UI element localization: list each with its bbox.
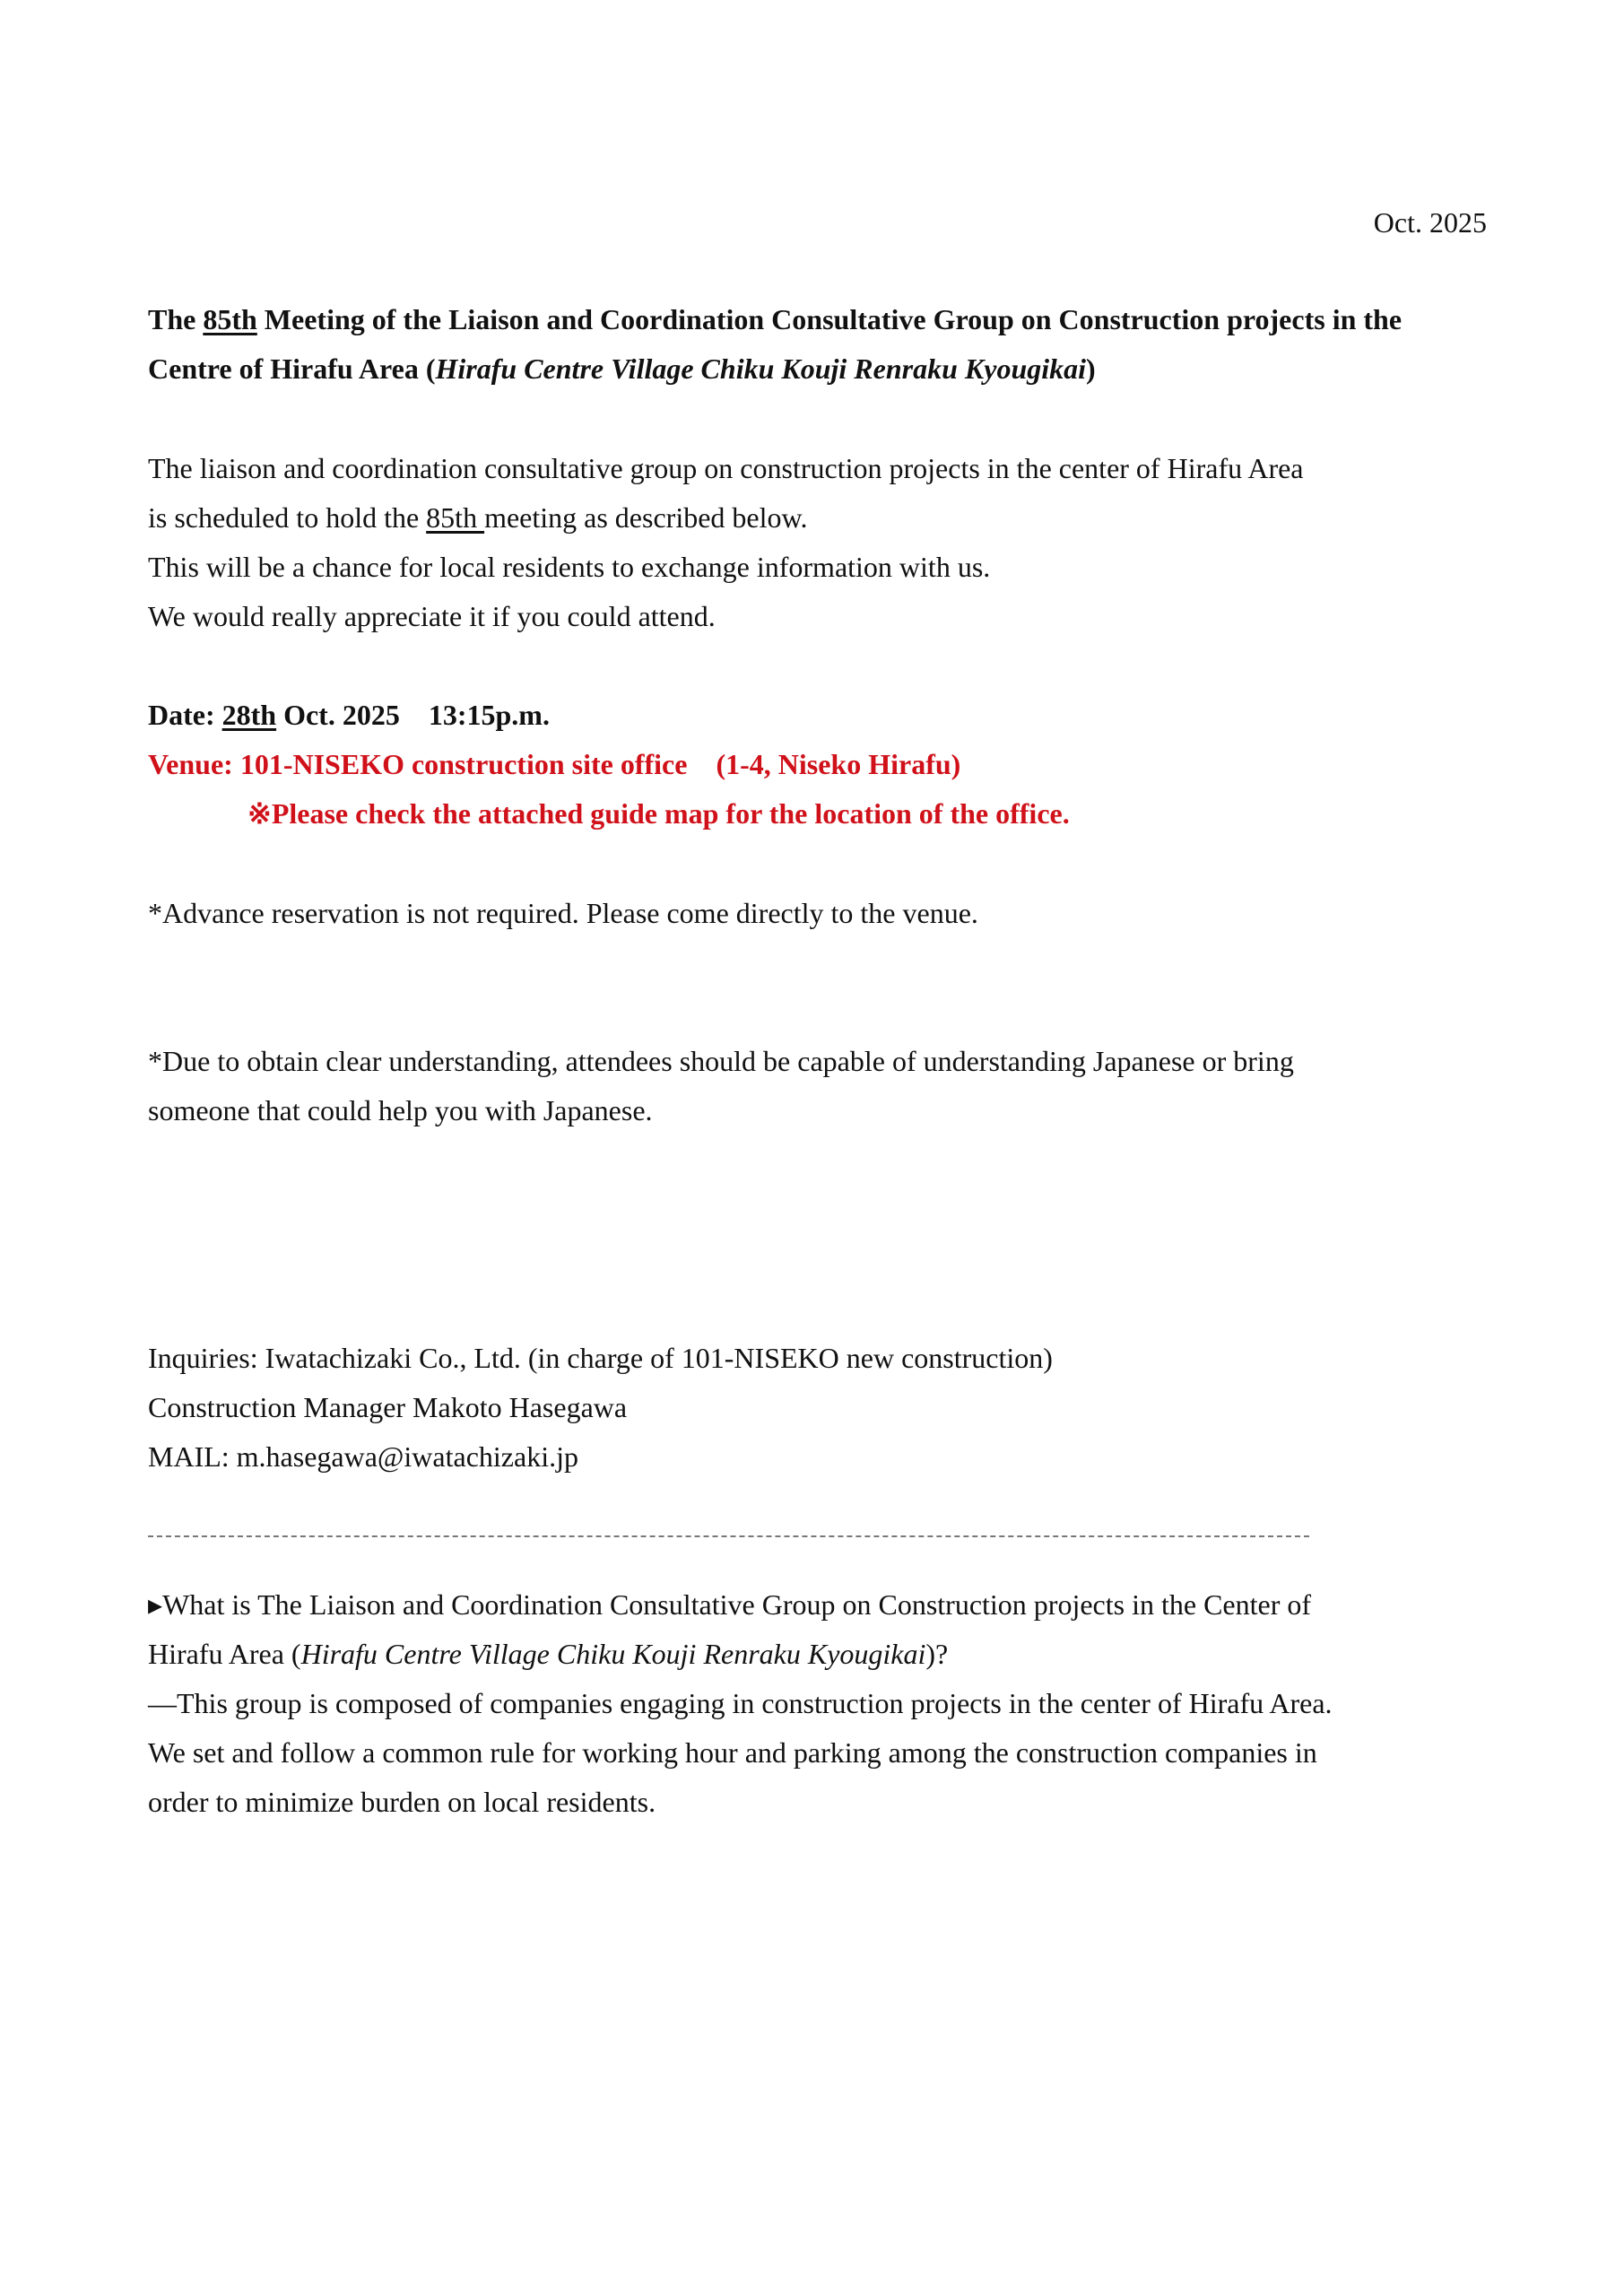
title-line-1 — [148, 301, 1402, 337]
title-close: ) — [1086, 352, 1096, 385]
document-date: Oct. 2025 — [1373, 206, 1487, 239]
title-line-2 — [148, 351, 1096, 387]
venue-line: Venue: 101-NISEKO construction site office (1-4, Niseko Hirafu) — [148, 748, 961, 780]
intro-suffix: meeting as described below. — [484, 501, 808, 534]
title-japanese-name: Hirafu Centre Village Chiku Kouji Renraku Kyougikai — [435, 352, 1087, 385]
intro-line-3: This will be a chance for local residents to exchange information with us. — [148, 551, 991, 583]
language-note-line-1: *Due to obtain clear understanding, attendees should be capable of understanding Japanese or bring — [148, 1045, 1294, 1077]
inquiries-line: Inquiries: Iwatachizaki Co., Ltd. (in charge of 101-NISEKO new construction) — [148, 1342, 1053, 1374]
about-question-line-1: ▸What is The Liaison and Coordination Consultative Group on Construction projects in the Center of — [148, 1588, 1312, 1621]
intro-meeting-number: 85th — [426, 501, 485, 534]
mail-line: MAIL: m.hasegawa@iwatachizaki.jp — [148, 1440, 578, 1473]
section-divider — [148, 1535, 1309, 1537]
about-answer-line-2: We set and follow a common rule for working hour and parking among the construction companies in — [148, 1736, 1317, 1769]
about-close: )? — [925, 1638, 949, 1670]
about-question-line-2 — [148, 1636, 948, 1672]
intro-line-4: We would really appreciate it if you could attend. — [148, 600, 716, 632]
date-rest: Oct. 2025 13:15p.m. — [276, 699, 550, 731]
date-day: 28th — [221, 699, 277, 731]
about-japanese-name: Hirafu Centre Village Chiku Kouji Renraku Kyougikai — [300, 1638, 926, 1670]
title-area: Centre of Hirafu Area ( — [148, 352, 436, 385]
language-note-line-2: someone that could help you with Japanese. — [148, 1094, 653, 1126]
intro-line-2 — [148, 500, 808, 535]
title-text: Meeting of the Liaison and Coordination Consultative Group on Construction projects in the — [256, 303, 1403, 335]
manager-line: Construction Manager Makoto Hasegawa — [148, 1391, 628, 1423]
about-area: Hirafu Area ( — [148, 1638, 301, 1670]
intro-line-1: The liaison and coordination consultative group on construction projects in the center of Hirafu Area — [148, 452, 1304, 484]
date-label: Date: — [148, 699, 222, 731]
advance-reservation-note: *Advance reservation is not required. Please come directly to the venue. — [148, 897, 978, 929]
about-answer-line-3: order to minimize burden on local residents. — [148, 1786, 656, 1818]
venue-map-note: ※Please check the attached guide map for the location of the office. — [248, 797, 1070, 830]
meeting-date-line — [148, 697, 550, 733]
title-meeting-number: 85th — [203, 303, 257, 335]
intro-prefix: is scheduled to hold the — [148, 501, 427, 534]
title-prefix: The — [148, 303, 204, 335]
about-answer-line-1: ―This group is composed of companies engaging in construction projects in the center of Hirafu Area. — [148, 1687, 1333, 1719]
